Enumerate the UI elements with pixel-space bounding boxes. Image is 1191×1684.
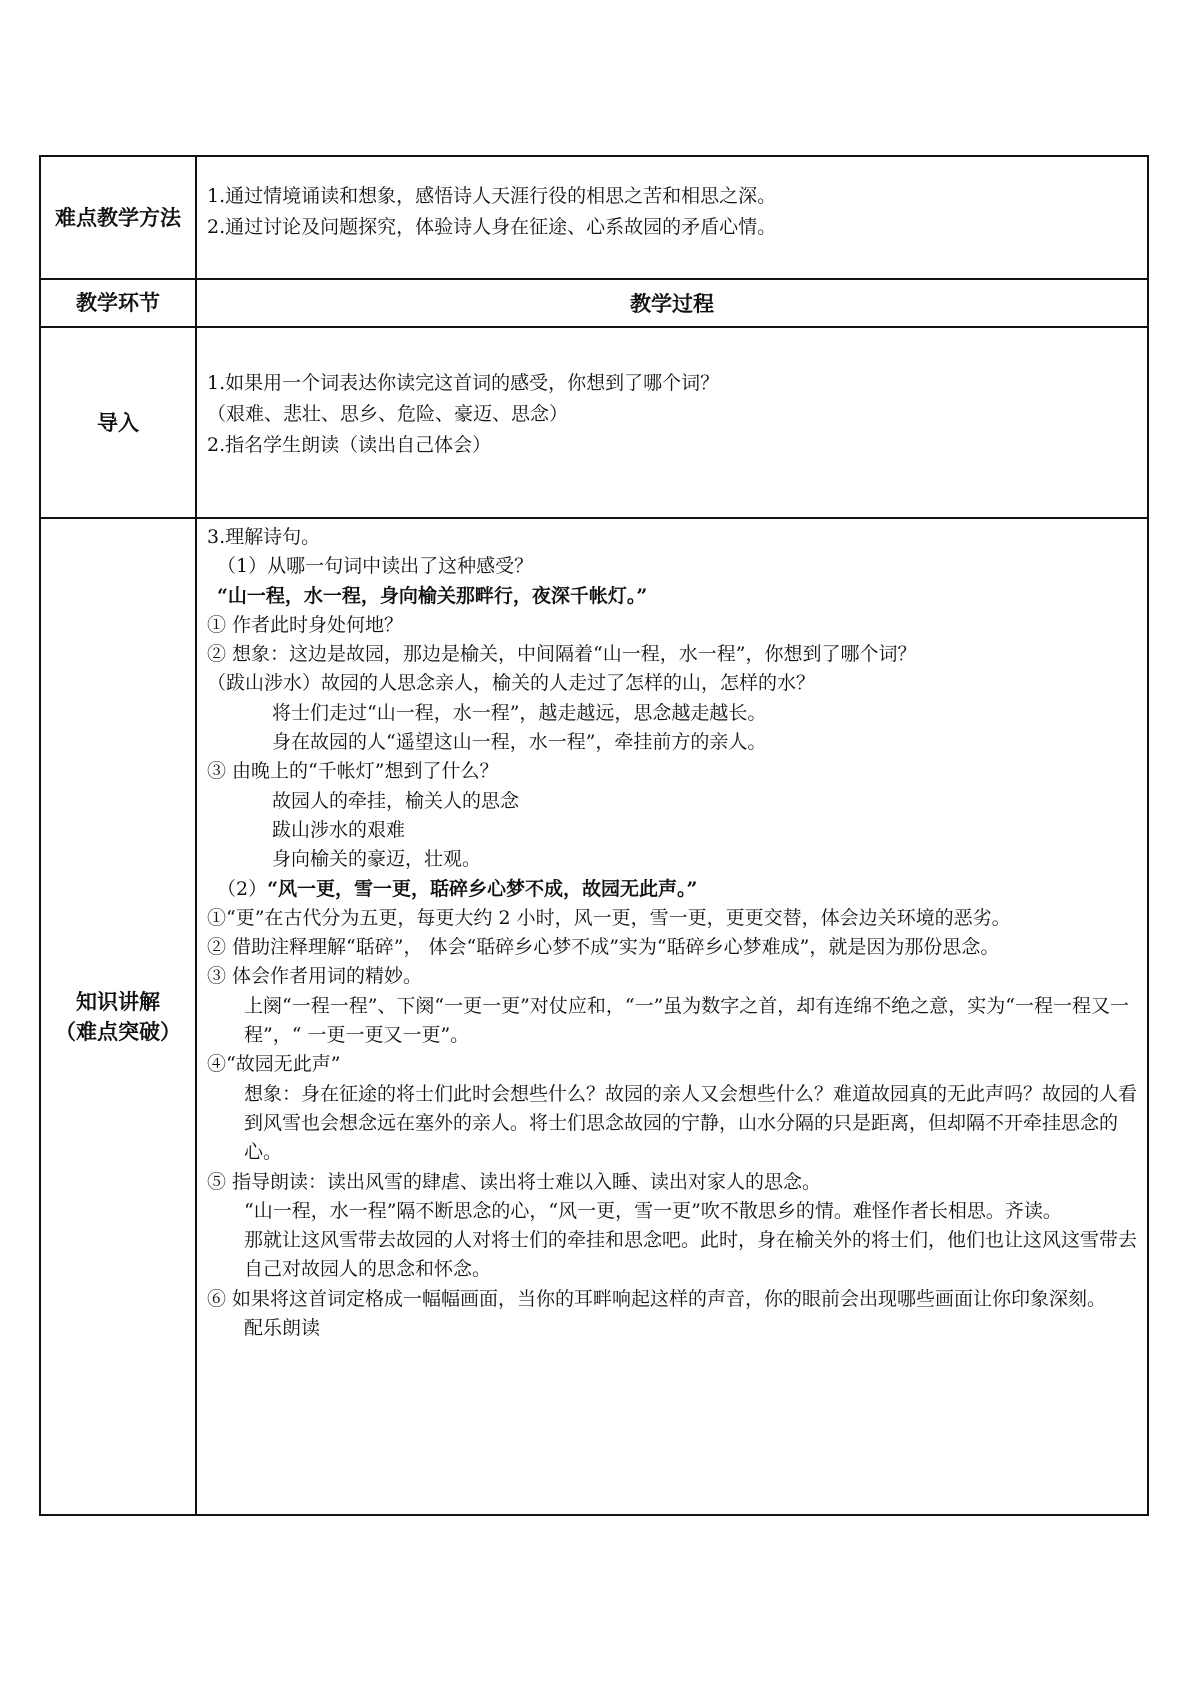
knowledge-line: ② 想象：这边是故园，那边是榆关，中间隔着“山一程，水一程”，你想到了哪个词？ xyxy=(207,643,917,666)
knowledge-line: ③ 由晚上的“千帐灯”想到了什么？ xyxy=(207,760,499,783)
difficulty-method-content xyxy=(196,156,1148,279)
header-teaching-stage: 教学环节 xyxy=(40,279,196,327)
intro-line: 1.如果用一个词表达你读完这首词的感受，你想到了哪个词？ xyxy=(207,372,720,394)
knowledge-label-line1: 知识讲解 xyxy=(76,989,160,1014)
knowledge-quote-line: “风一更，雪一更，聒碎乡心梦不成，故园无此声。” xyxy=(267,877,698,900)
knowledge-content xyxy=(196,518,1148,1515)
knowledge-line: （1）从哪一句词中读出了这种感受？ xyxy=(217,555,534,578)
knowledge-quote-line: “山一程，水一程，身向榆关那畔行，夜深千帐灯。” xyxy=(217,584,648,607)
knowledge-line: 跋山涉水的艰难 xyxy=(272,818,406,841)
knowledge-line: 想象：身在征途的将士们此时会想些什么？故园的亲人又会想些什么？难道故园真的无此声吗？故园的人看到风雪也会想念远在塞外的亲人。将士们思念故园的宁静，山水分隔的只是距离，但却隔不开牵挂思念的心。 xyxy=(244,1082,1138,1164)
knowledge-line: （跋山涉水）故园的人思念亲人，榆关的人走过了怎样的山，怎样的水？ xyxy=(207,672,816,695)
table-header-row xyxy=(40,279,1148,327)
knowledge-line: 配乐朗读 xyxy=(244,1317,321,1340)
intro-line: （艰难、悲壮、思乡、危险、豪迈、思念） xyxy=(207,403,569,425)
knowledge-line: 将士们走过“山一程，水一程”，越走越远，思念越走越长。 xyxy=(272,701,767,724)
knowledge-line: 那就让这风雪带去故园的人对将士们的牵挂和思念吧。此时，身在榆关外的将士们，他们也让这风这雪带去自己对故园人的思念和怀念。 xyxy=(244,1229,1138,1281)
intro-content xyxy=(196,327,1148,518)
intro-row xyxy=(40,327,1148,518)
knowledge-line: “山一程，水一程”隔不断思念的心，“风一更，雪一更”吹不散思乡的情。难怪作者长相思。齐读。 xyxy=(244,1199,1062,1222)
knowledge-line: ③ 体会作者用词的精妙。 xyxy=(207,965,423,988)
knowledge-line: ① 作者此时身处何地？ xyxy=(207,613,404,636)
knowledge-line: ⑤ 指导朗读：读出风雪的肆虐、读出将士难以入睡、读出对家人的思念。 xyxy=(207,1170,822,1193)
knowledge-line: ①“更”在古代分为五更，每更大约 2 小时，风一更，雪一更，更更交替，体会边关环境的恶劣。 xyxy=(207,906,1011,929)
difficulty-method-line: 2.通过讨论及问题探究，体验诗人身在征途、心系故园的矛盾心情。 xyxy=(207,216,777,238)
knowledge-line: ⑥ 如果将这首词定格成一幅幅画面，当你的耳畔响起这样的声音，你的眼前会出现哪些画面让你印象深刻。 xyxy=(207,1287,1107,1310)
knowledge-label xyxy=(40,518,196,1515)
knowledge-line xyxy=(207,875,1137,904)
knowledge-line: 身在故园的人“遥望这山一程，水一程”，牵挂前方的亲人。 xyxy=(272,731,767,754)
lesson-plan-sheet xyxy=(39,155,1149,1516)
knowledge-row xyxy=(40,518,1148,1515)
knowledge-line: 上阕“一程一程”、下阕“一更一更”对仗应和，“一”虽为数字之首，却有连绵不绝之意，实为“一程一程又一程”，“ 一更一更又一更”。 xyxy=(244,994,1129,1047)
header-teaching-process: 教学过程 xyxy=(196,279,1148,327)
lesson-plan-table xyxy=(39,155,1149,1516)
knowledge-line: 身向榆关的豪迈，壮观。 xyxy=(272,848,482,871)
difficulty-method-label: 难点教学方法 xyxy=(40,156,196,279)
knowledge-line-number: （2） xyxy=(217,877,268,900)
difficulty-method-row xyxy=(40,156,1148,279)
intro-line: 2.指名学生朗读（读出自己体会） xyxy=(207,434,492,456)
knowledge-line: ② 借助注释理解“聒碎”， 体会“聒碎乡心梦不成”实为“聒碎乡心梦难成”，就是因为那份思念。 xyxy=(207,936,1000,959)
difficulty-method-line: 1.通过情境诵读和想象，感悟诗人天涯行役的相思之苦和相思之深。 xyxy=(207,185,777,207)
knowledge-line: ④“故园无此声” xyxy=(207,1053,341,1076)
knowledge-line: 故园人的牵挂，榆关人的思念 xyxy=(272,789,520,812)
intro-label: 导入 xyxy=(40,327,196,518)
knowledge-label-line2: （难点突破） xyxy=(55,1019,181,1044)
knowledge-line: 3.理解诗句。 xyxy=(207,526,321,548)
